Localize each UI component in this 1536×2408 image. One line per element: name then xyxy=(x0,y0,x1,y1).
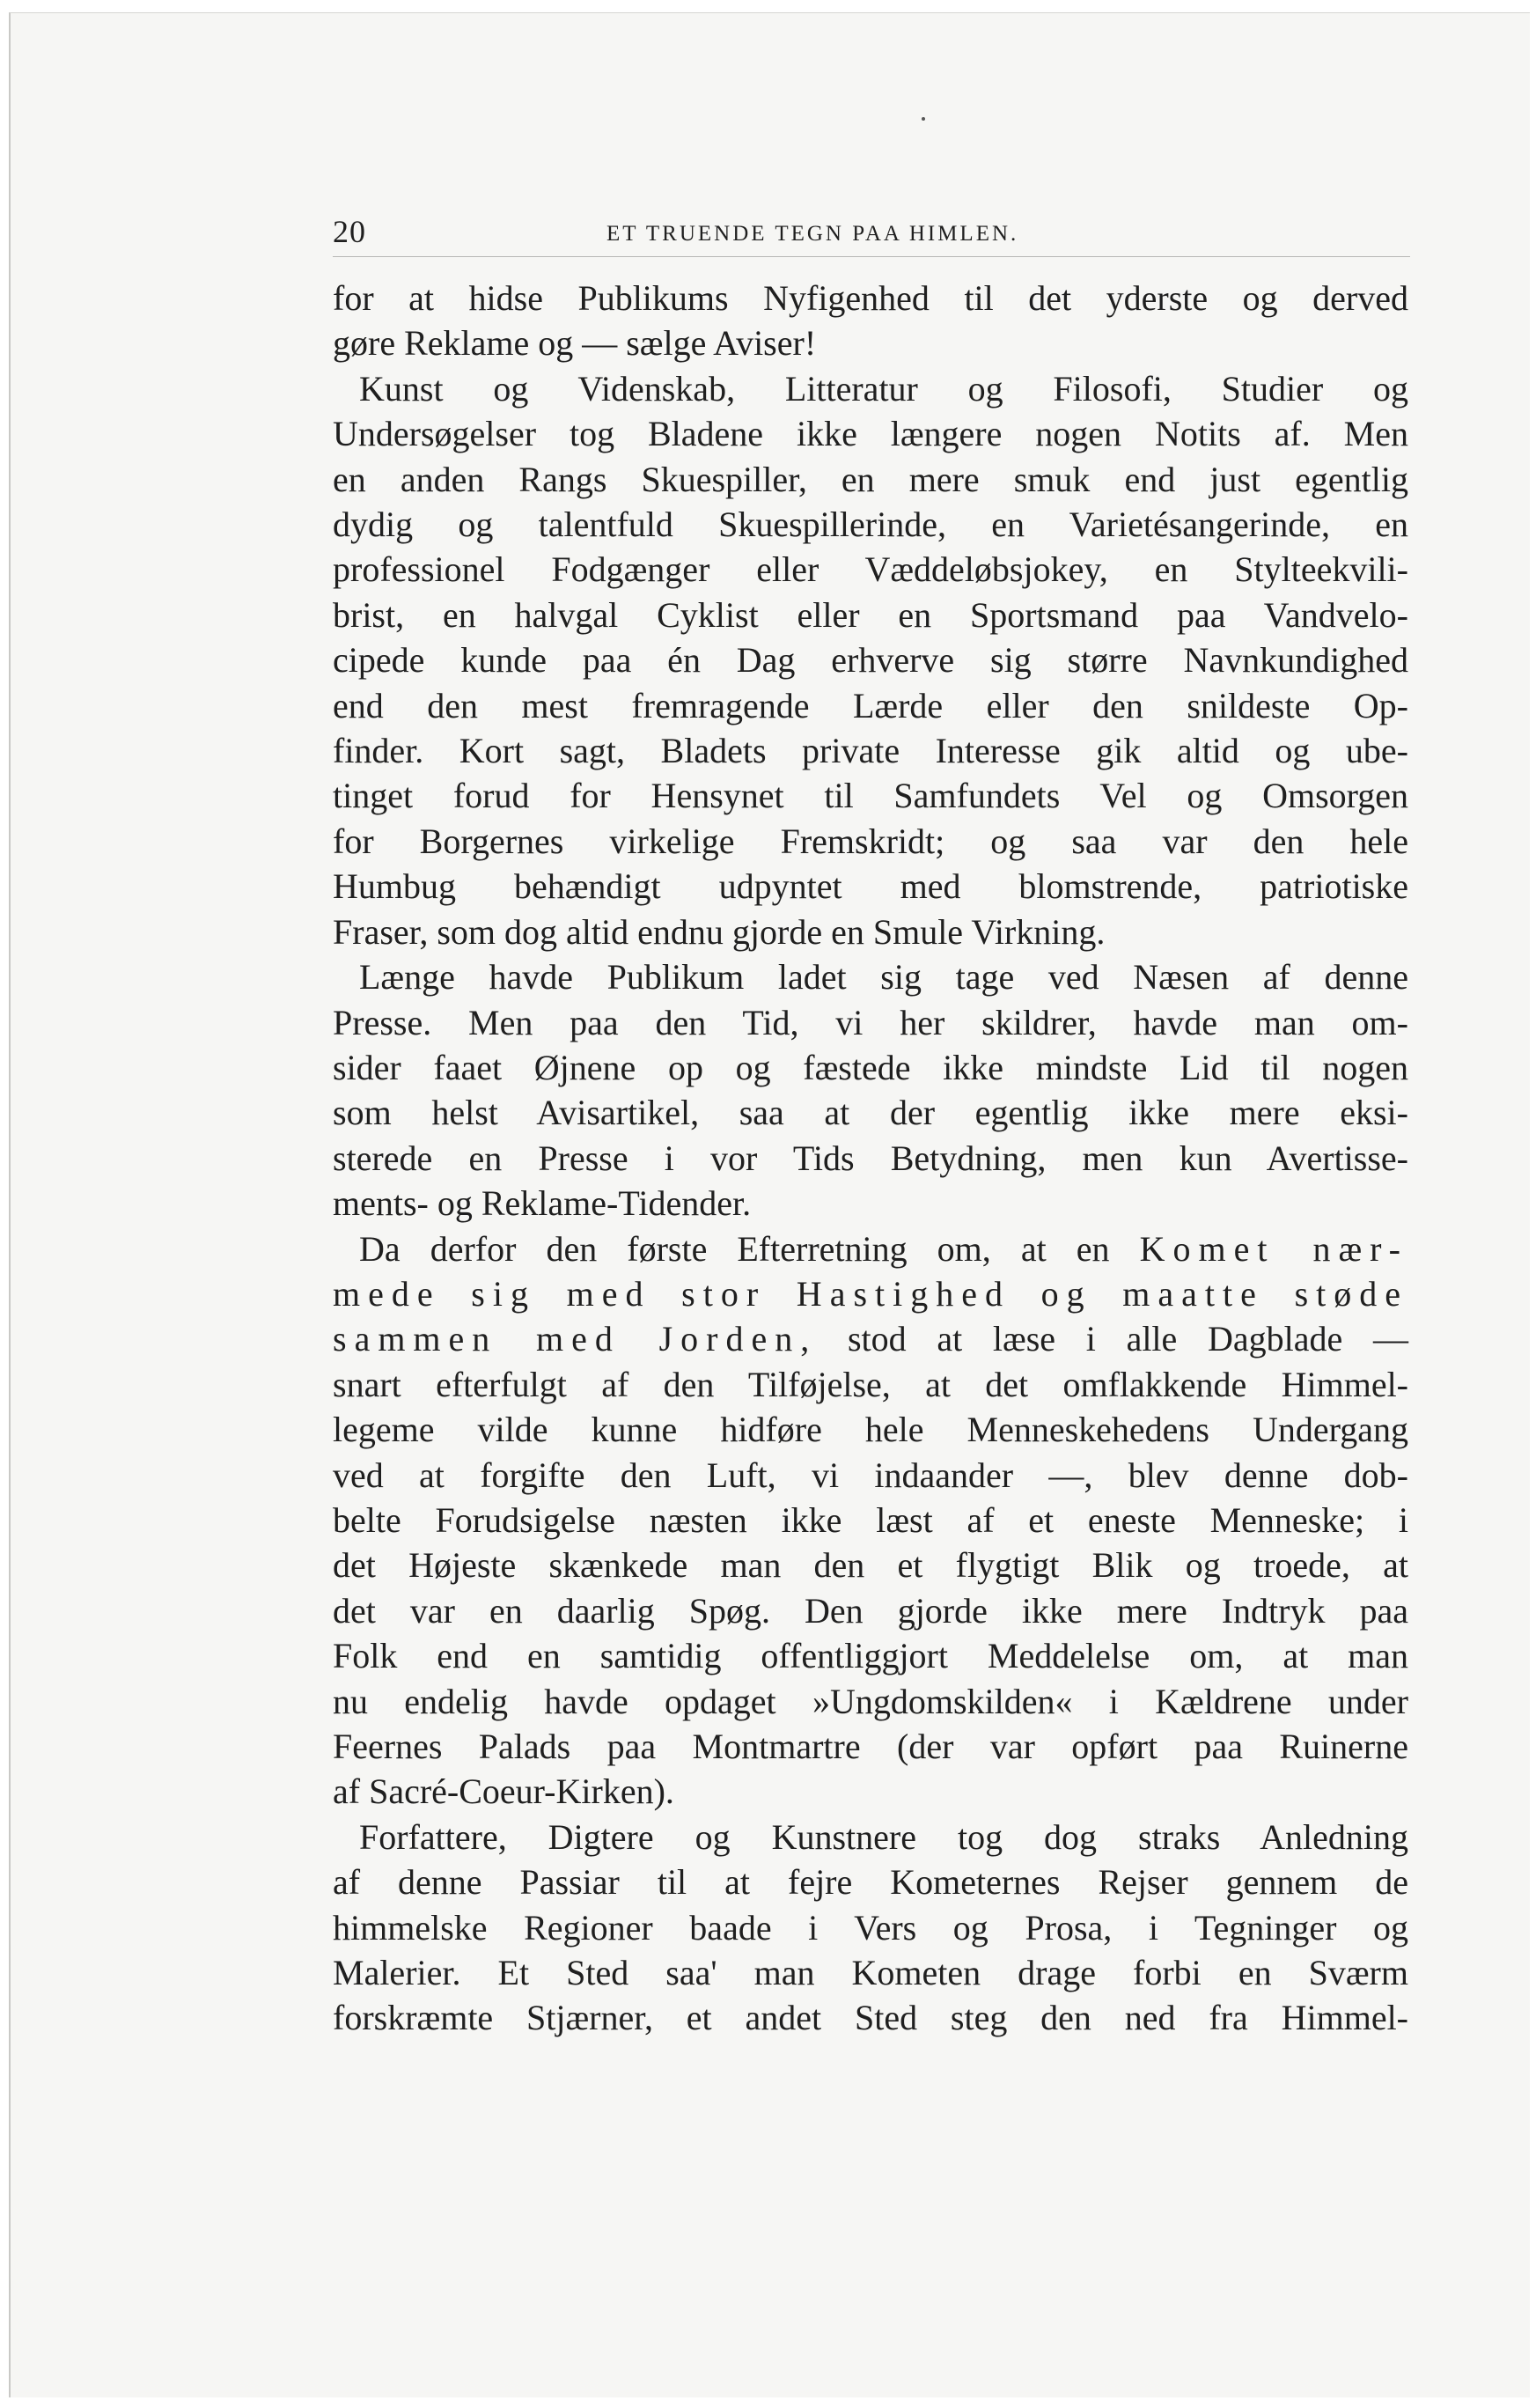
text-line: belte Forudsigelse næsten ikke læst af et eneste Menneske; i xyxy=(333,1499,1408,1540)
text-line: som helst Avisartikel, saa at der egentlig ikke mere eksi- xyxy=(333,1093,1408,1133)
page-number: 20 xyxy=(333,214,366,249)
text-line: Feernes Palads paa Montmartre (der var opført paa Ruinerne xyxy=(333,1727,1408,1766)
text-line: Humbug behændigt udpyntet med blomstrende, patriotiske xyxy=(333,866,1408,907)
paragraph-2 xyxy=(333,366,1408,954)
text-line: himmelske Regioner baade i Vers og Prosa, i Tegninger og xyxy=(333,1907,1408,1948)
text-line: professionel Fodgænger eller Væddeløbsjokey, en Stylteekvili- xyxy=(333,549,1408,590)
text-line: sider faaet Øjnene op og fæstede ikke mindste Lid til nogen xyxy=(333,1047,1408,1087)
text-line: en anden Rangs Skuespiller, en mere smuk end just egentlig xyxy=(333,459,1408,499)
text-line xyxy=(333,1316,1408,1361)
text-run: stod at læse i alle Dagblade — xyxy=(817,1319,1408,1359)
text-line xyxy=(333,1226,1408,1271)
text-line: gøre Reklame og — sælge Aviser! xyxy=(333,323,817,364)
spaced-text-run: sammen med Jorden, xyxy=(333,1319,818,1359)
running-title: ET TRUENDE TEGN PAA HIMLEN. xyxy=(606,222,1019,246)
spaced-text-run: Komet nær- xyxy=(1139,1228,1408,1269)
spaced-text-line: mede sig med stor Hastighed og maatte støde xyxy=(333,1273,1408,1314)
text-line: Undersøgelser tog Bladene ikke længere nogen Notits af. Men xyxy=(333,414,1408,454)
text-line: ved at forgifte den Luft, vi indaander —, blev denne dob- xyxy=(333,1454,1408,1495)
text-line: snart efterfulgt af den Tilføjelse, at det omflakkende Himmel- xyxy=(333,1364,1408,1404)
text-line: for Borgernes virkelige Fremskridt; og saa var den hele xyxy=(333,821,1408,861)
text-line: af Sacré-Coeur-Kirken). xyxy=(333,1771,674,1812)
text-line: det Højeste skænkede man den et flygtigt Blik og troede, at xyxy=(333,1545,1408,1586)
text-line: cipede kunde paa én Dag erhverve sig større Navnkundighed xyxy=(333,640,1408,681)
body-text xyxy=(333,276,1408,2041)
text-line: ments- og Reklame-Tidender. xyxy=(333,1183,752,1224)
text-line: Længe havde Publikum ladet sig tage ved Næsen af denne xyxy=(359,957,1408,998)
text-line: forskræmte Stjærner, et andet Sted steg den ned fra Himmel- xyxy=(333,1998,1408,2038)
text-line: det var en daarlig Spøg. Den gjorde ikke mere Indtryk paa xyxy=(333,1590,1408,1631)
text-line: Forfattere, Digtere og Kunstnere tog dog straks Anledning xyxy=(359,1816,1408,1857)
text-line: nu endelig havde opdaget »Ungdomskilden« i Kældrene under xyxy=(333,1681,1408,1721)
paragraph-3 xyxy=(333,954,1408,1226)
text-line: Fraser, som dog altid endnu gjorde en Smule Virkning. xyxy=(333,911,1106,952)
text-run: Da derfor den første Efterretning om, at en xyxy=(359,1228,1140,1269)
text-line: Kunst og Videnskab, Litteratur og Filosofi, Studier og xyxy=(359,368,1408,409)
text-line: af denne Passiar til at fejre Kometernes Rejser gennem de xyxy=(333,1862,1408,1903)
text-line: finder. Kort sagt, Bladets private Interesse gik altid og ube- xyxy=(333,731,1408,771)
text-line: Folk end en samtidig offentliggjort Meddelelse om, at man xyxy=(333,1636,1408,1676)
text-line: dydig og talentfuld Skuespillerinde, en Varietésangerinde, en xyxy=(333,504,1408,545)
page-header xyxy=(333,210,1410,257)
text-line: legeme vilde kunne hidføre hele Menneskehedens Undergang xyxy=(333,1410,1408,1450)
text-line: tinget forud for Hensynet til Samfundets Vel og Omsorgen xyxy=(333,776,1408,816)
text-line: Presse. Men paa den Tid, vi her skildrer, havde man om- xyxy=(333,1002,1408,1042)
paragraph-1 xyxy=(333,276,1408,366)
ink-speck xyxy=(922,117,925,121)
text-line: end den mest fremragende Lærde eller den snildeste Op- xyxy=(333,685,1408,725)
text-line: brist, en halvgal Cyklist eller en Sportsmand paa Vandvelo- xyxy=(333,594,1408,635)
paragraph-5 xyxy=(333,1815,1408,2041)
text-line: sterede en Presse i vor Tids Betydning, men kun Avertisse- xyxy=(333,1138,1408,1178)
paragraph-4 xyxy=(333,1226,1408,1815)
text-line: for at hidse Publikums Nyfigenhed til det yderste og derved xyxy=(333,278,1408,318)
text-line: Malerier. Et Sted saa' man Kometen drage forbi en Sværm xyxy=(333,1953,1408,1993)
